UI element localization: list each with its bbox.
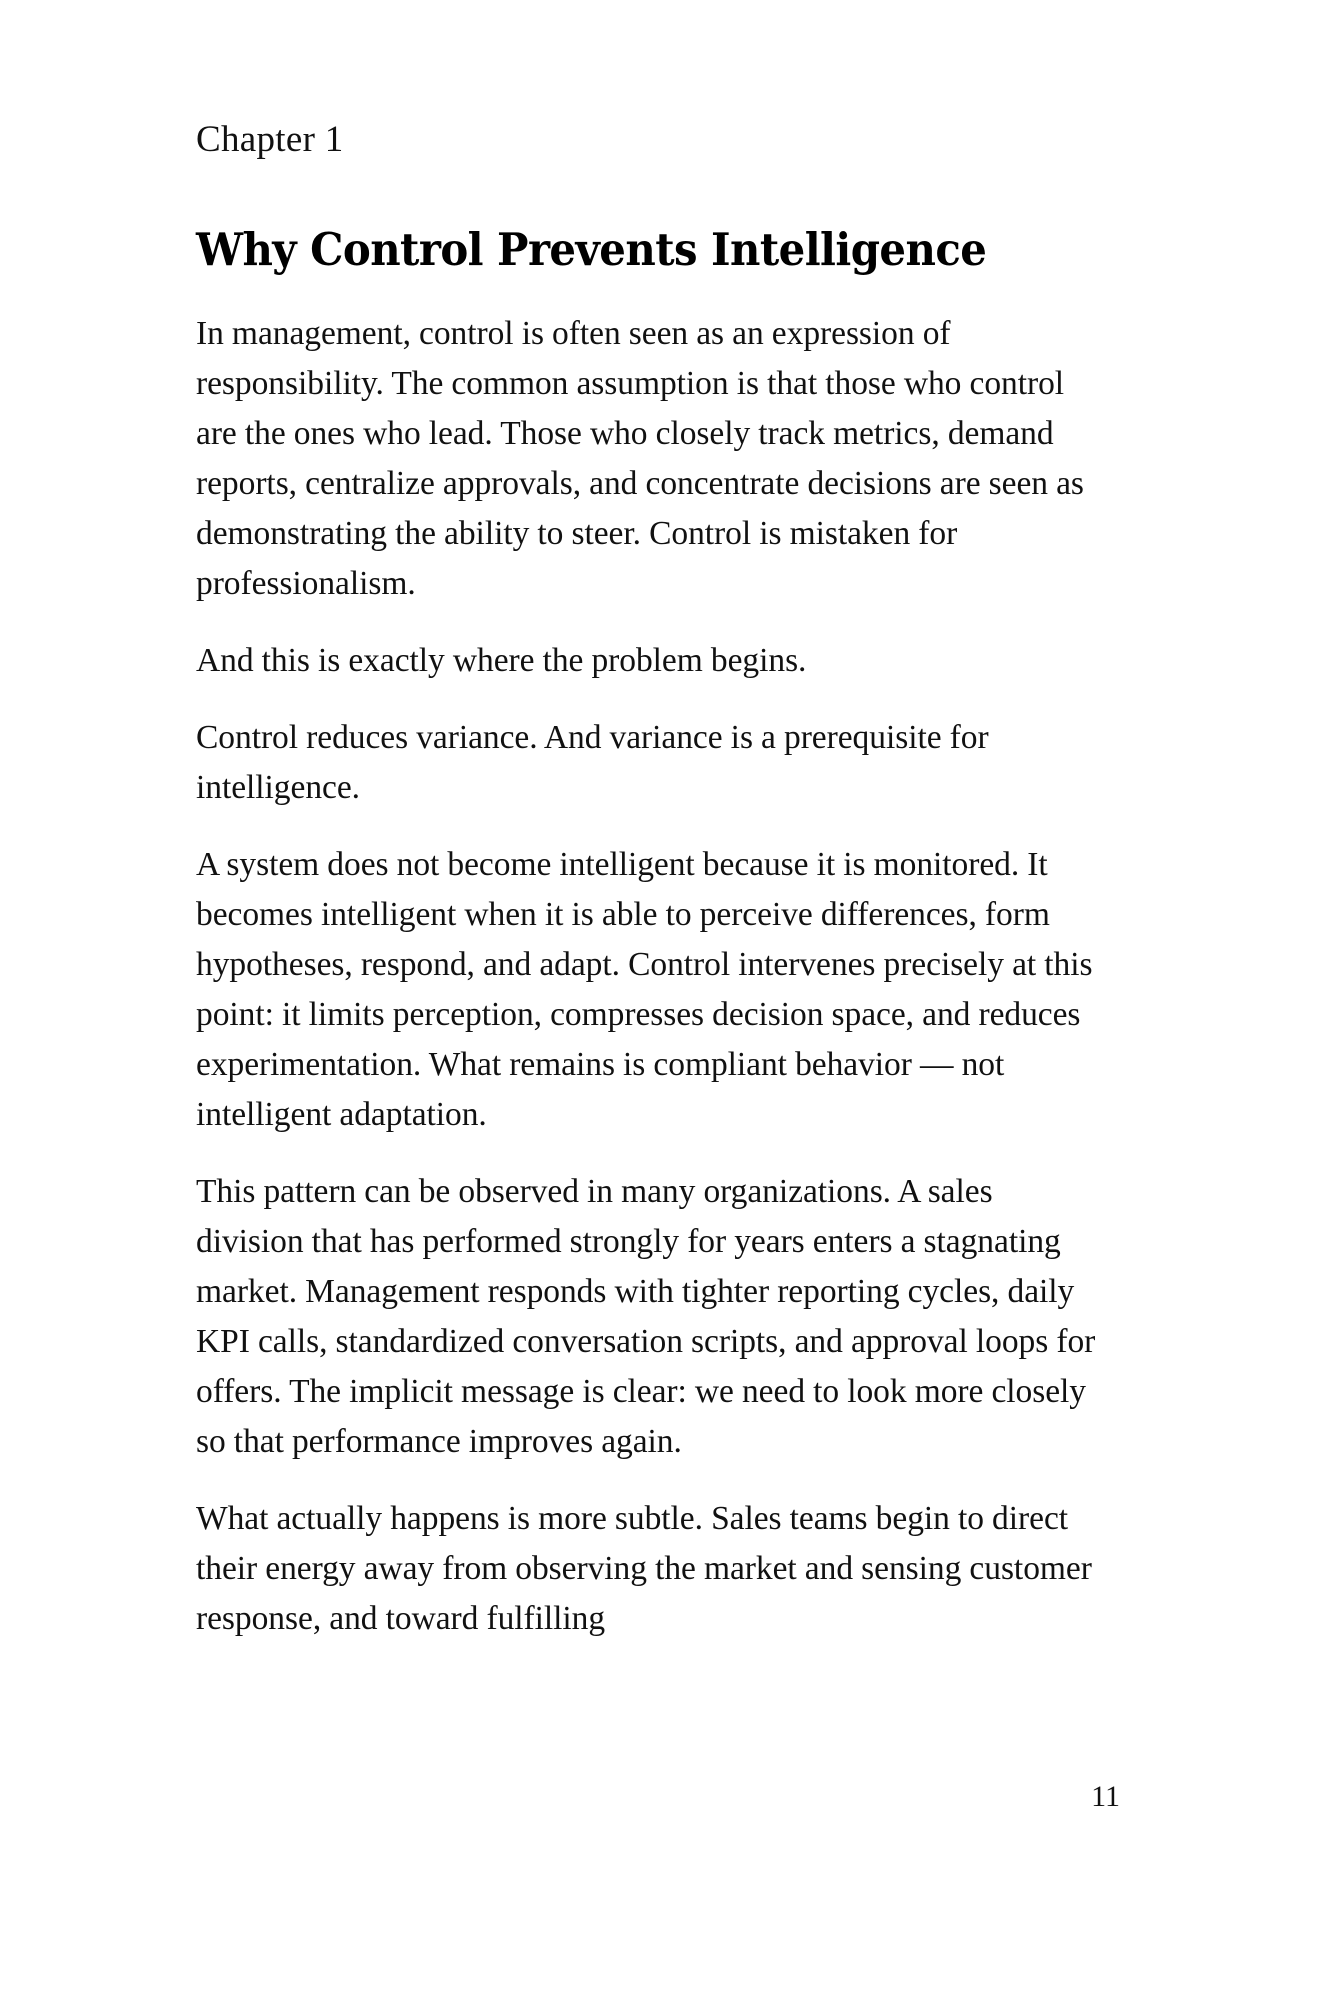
body-paragraph: What actually happens is more subtle. Sales teams begin to direct their energy away from observing the market and sensing customer response, and toward fulfilling [196,1499,1092,1637]
page-number: 11 [1091,1780,1120,1813]
body-paragraph: In management, control is often seen as an expression of responsibility. The common assumption is that those who control are the ones who lead. Those who closely track metrics, demand reports, centralize approvals, and concentrate decisions are seen as demonstrating the ability to steer. Control is mistaken for professionalism. [196,314,1084,602]
chapter-label: Chapter 1 [196,119,344,160]
body-paragraph: And this is exactly where the problem begins. [196,641,807,679]
body-paragraph: A system does not become intelligent because it is monitored. It becomes intelligent when it is able to perceive differences, form hypotheses, respond, and adapt. Control intervenes precisely at this point: it limits perception, compresses decision space, and reduces experimentation. What remains is compliant behavior — not intelligent adaptation. [196,845,1093,1133]
body-paragraph: This pattern can be observed in many organizations. A sales division that has performed strongly for years enters a stagnating market. Management responds with tighter reporting cycles, daily KPI calls, standardized conversation scripts, and approval loops for offers. The implicit message is clear: we need to look more closely so that performance improves again. [196,1172,1096,1460]
chapter-title: Why Control Prevents Intelligence [196,223,987,277]
body-paragraph: Control reduces variance. And variance is a prerequisite for intelligence. [196,718,989,806]
page-content [196,118,1108,1644]
